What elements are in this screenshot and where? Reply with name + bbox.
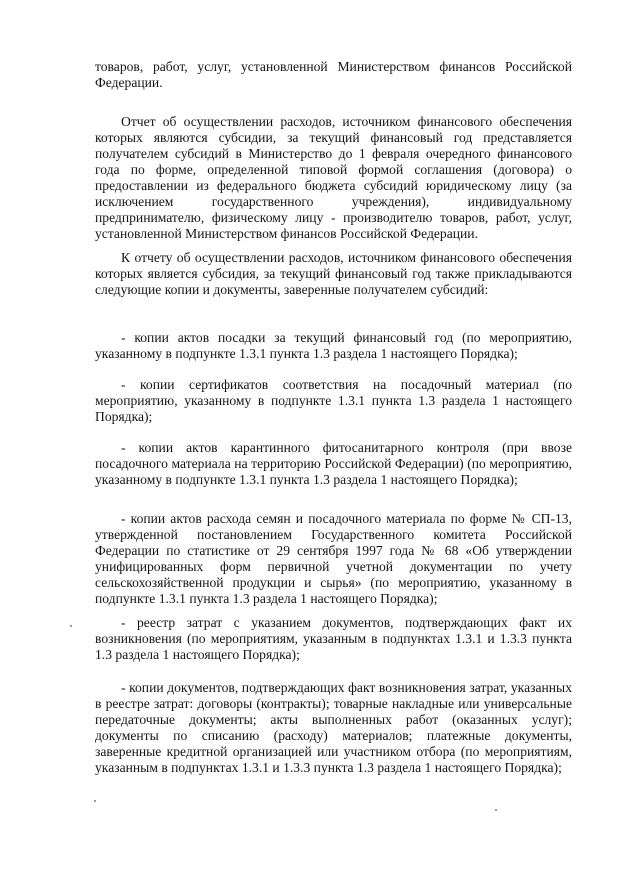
list-item-planting-acts: - копии актов посадки за текущий финансовый год (по мероприятию, указанному в подпункте 1.3.1 пункта 1.3 раздела 1 настоящего Порядка); (95, 330, 572, 361)
list-item-cost-register: - реестр затрат с указанием документов, подтверждающих факт их возникновения (по мероприятиям, указанным в подпунктах 1.3.1 и 1.3.3 пункта 1.3 раздела 1 настоящего Порядка); (95, 615, 572, 662)
list-item-phytosanitary-acts: - копии актов карантинного фитосанитарного контроля (при ввозе посадочного материала на территорию Российской Федерации) (по мероприятию, указанному в подпункте 1.3.1 пункта 1.3 раздела 1 настоящего Порядка); (95, 440, 572, 487)
paragraph-attached-documents-intro: К отчету об осуществлении расходов, источником финансового обеспечения которых является субсидия, за текущий финансовый год также прикладываются следующие копии и документы, заверенные получателем субсидий: (95, 250, 572, 297)
scan-speck (70, 625, 72, 627)
scan-speck (94, 800, 96, 802)
list-item-seed-consumption-acts: - копии актов расхода семян и посадочного материала по форме № СП-13, утвержденной постановлением Государственного комитета Российской Федерации по статистике от 29 сентября 1997 года № 68 «Об утверждении унифицированных форм первичной учетной документации по учету сельскохозяйственной продукции и сырья» (по мероприятию, указанному в подпункте 1.3.1 пункта 1.3 раздела 1 настоящего Порядка); (95, 511, 572, 606)
list-item-conformity-certificates: - копии сертификатов соответствия на посадочный материал (по мероприятию, указанному в подпункте 1.3.1 пункта 1.3 раздела 1 настоящего Порядка); (95, 377, 572, 424)
scan-speck (495, 809, 497, 811)
paragraph-report-submission: Отчет об осуществлении расходов, источником финансового обеспечения которых являются субсидии, за текущий финансовый год представляется получателем субсидий в Министерство до 1 февраля очередного финансового года по форме, определенной типовой формой соглашения (договора) о предоставлении из федерального бюджета субсидий юридическому лицу (за исключением государственного учреждения), индивидуальному предпринимателю, физическому лицу - производителю товаров, работ, услуг, установленной Министерством финансов Российской Федерации. (95, 114, 572, 241)
list-item-cost-documents: - копии документов, подтверждающих факт возникновения затрат, указанных в реестре затрат: договоры (контракты); товарные накладные или универсальные передаточные документы; акты выполненных работ (оказанных услуг); документы по списанию (расходу) материалов; платежные документы, заверенные кредитной организацией или участником отбора (по мероприятиям, указанным в подпунктах 1.3.1 и 1.3.3 пункта 1.3 раздела 1 настоящего Порядка); (95, 680, 572, 775)
paragraph-continuation: товаров, работ, услуг, установленной Министерством финансов Российской Федерации. (95, 59, 572, 90)
